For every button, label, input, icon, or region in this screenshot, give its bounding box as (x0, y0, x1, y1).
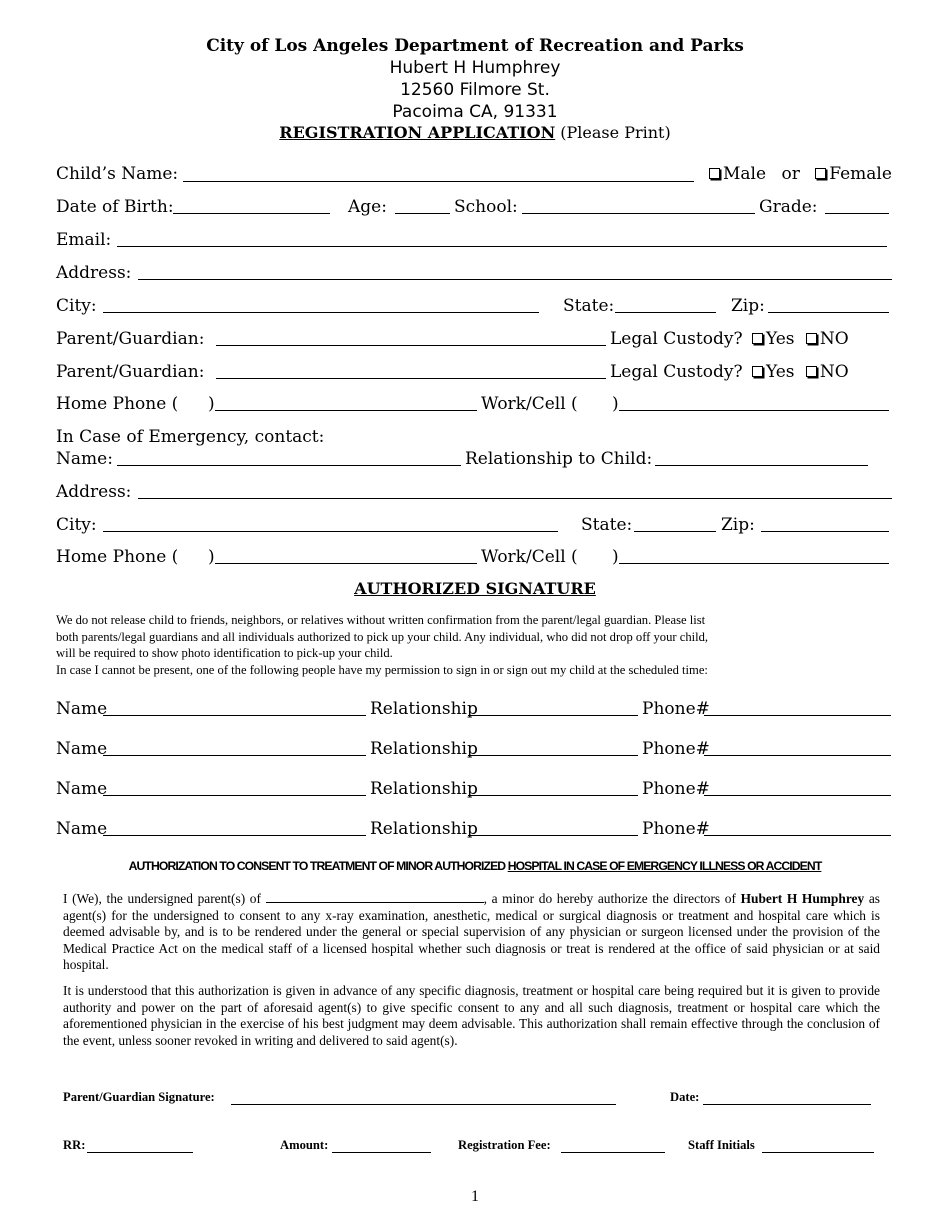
school-field[interactable] (522, 213, 755, 214)
emergency-relationship-label: Relationship to Child: (465, 449, 653, 469)
custody-no-checkbox[interactable] (806, 366, 817, 377)
home-phone-label: Home Phone ( (56, 394, 179, 414)
pickup-phone-field[interactable] (704, 755, 891, 756)
pickup-name-label: Name (56, 739, 108, 759)
rr-label: RR: (63, 1138, 86, 1152)
child-name-label: Child’s Name: (56, 164, 179, 184)
work-cell-label: Work/Cell ( (481, 394, 578, 414)
pickup-relationship-field[interactable] (468, 715, 638, 716)
emergency-home-phone-paren: ) (208, 547, 215, 567)
authorized-text-line-2: both parents/legal guardians and all individuals authorized to pick up your child. Any individual, who did not drop off your child, (56, 630, 709, 644)
parent-signature-label: Parent/Guardian Signature: (63, 1090, 215, 1104)
rr-field[interactable] (87, 1152, 193, 1153)
consent-p1-mid: , a minor do hereby authorize the directors of (483, 891, 736, 906)
custody-label: Legal Custody? (610, 362, 743, 382)
pickup-relationship-label: Relationship (370, 819, 478, 839)
yes-label: Yes (765, 329, 795, 349)
female-label: Female (829, 164, 892, 184)
pickup-name-field[interactable] (103, 835, 366, 836)
emergency-home-phone-field[interactable] (215, 563, 477, 564)
pickup-relationship-label: Relationship (370, 699, 478, 719)
no-label: NO (819, 329, 849, 349)
consent-p1-start: I (We), the undersigned parent(s) of (63, 891, 261, 906)
form-title-line (0, 123, 950, 142)
emergency-state-field[interactable] (634, 531, 716, 532)
parent-signature-field[interactable] (231, 1104, 616, 1105)
pickup-phone-label: Phone# (642, 819, 710, 839)
pickup-phone-label: Phone# (642, 779, 710, 799)
emergency-city-field[interactable] (103, 531, 558, 532)
no-label: NO (819, 362, 849, 382)
facility-name: Hubert H Humphrey (389, 58, 561, 78)
registration-fee-label: Registration Fee: (458, 1138, 551, 1152)
pickup-name-label: Name (56, 819, 108, 839)
emergency-zip-field[interactable] (761, 531, 889, 532)
pickup-phone-label: Phone# (642, 739, 710, 759)
guardian2-custody (610, 362, 849, 382)
pickup-name-field[interactable] (103, 715, 366, 716)
authorized-signature-title: AUTHORIZED SIGNATURE (354, 579, 596, 598)
department-title: City of Los Angeles Department of Recreation and Parks (206, 36, 744, 56)
staff-initials-label: Staff Initials (688, 1138, 755, 1152)
guardian1-custody (610, 329, 849, 349)
email-field[interactable] (117, 246, 887, 247)
male-label: Male (723, 164, 767, 184)
address-label: Address: (56, 263, 132, 283)
consent-p1-facility: Hubert H Humphrey (740, 891, 865, 906)
authorized-text-line-3: will be required to show photo identification to pick-up your child. (56, 646, 393, 660)
staff-initials-field[interactable] (762, 1152, 874, 1153)
pickup-relationship-field[interactable] (468, 755, 638, 756)
address-field[interactable] (138, 279, 892, 280)
consent-title (0, 859, 950, 873)
form-note: (Please Print) (560, 123, 671, 142)
minor-name-field[interactable] (266, 891, 484, 903)
pickup-relationship-field[interactable] (468, 795, 638, 796)
pickup-name-field[interactable] (103, 755, 366, 756)
emergency-work-cell-field[interactable] (619, 563, 889, 564)
emergency-work-cell-paren: ) (612, 547, 619, 567)
form-title: REGISTRATION APPLICATION (279, 123, 556, 142)
guardian2-field[interactable] (216, 378, 606, 379)
emergency-home-phone-label: Home Phone ( (56, 547, 179, 567)
consent-title-a: AUTHORIZATION TO CONSENT TO TREATMENT OF MINOR AUTHORIZED (128, 859, 508, 873)
school-label: School: (454, 197, 518, 217)
guardian1-field[interactable] (216, 345, 606, 346)
pickup-phone-field[interactable] (704, 835, 891, 836)
emergency-state-label: State: (581, 515, 633, 535)
zip-field[interactable] (768, 312, 889, 313)
yes-label: Yes (765, 362, 795, 382)
custody-yes-checkbox[interactable] (752, 366, 763, 377)
pickup-name-label: Name (56, 779, 108, 799)
guardian2-label: Parent/Guardian: (56, 362, 205, 382)
work-cell-paren: ) (612, 394, 619, 414)
pickup-name-label: Name (56, 699, 108, 719)
pickup-name-field[interactable] (103, 795, 366, 796)
emergency-relationship-field[interactable] (655, 465, 868, 466)
or-label: or (781, 164, 800, 184)
pickup-relationship-field[interactable] (468, 835, 638, 836)
custody-yes-checkbox[interactable] (752, 333, 763, 344)
email-label: Email: (56, 230, 112, 250)
consent-p1-rest: as agent(s) for the undersigned to consent to any x-ray examination, anesthetic, medical or surgical diagnosis or treatment and hospital care which is deemed advisable by, and is to be rendered under the general or special supervision of any physician or surgeon licensed under the provision of the Medical Practice Act on the medical staff of a licensed hospital whether such diagnosis or treat is rendered at the office of said physician or at said hospital. (63, 891, 880, 972)
pickup-relationship-label: Relationship (370, 739, 478, 759)
zip-label: Zip: (731, 296, 765, 316)
sex-options (709, 164, 892, 184)
pickup-phone-field[interactable] (704, 795, 891, 796)
signature-date-field[interactable] (703, 1104, 871, 1105)
child-name-field[interactable] (183, 181, 694, 182)
work-cell-field[interactable] (619, 410, 889, 411)
registration-fee-field[interactable] (561, 1152, 665, 1153)
city-field[interactable] (103, 312, 539, 313)
emergency-name-label: Name: (56, 449, 113, 469)
consent-paragraph-1 (63, 891, 880, 974)
authorized-text-line-1: We do not release child to friends, neighbors, or relatives without written confirmation from the parent/legal guardian. Please list (56, 613, 706, 627)
consent-title-b: HOSPITAL IN CASE OF EMERGENCY ILLNESS OR ACCIDENT (507, 859, 822, 873)
page-number: 1 (471, 1188, 479, 1205)
emergency-name-field[interactable] (117, 465, 461, 466)
consent-paragraph-2: It is understood that this authorization is given in advance of any specific diagnosis, treatment or hospital care being required but it is given to provide authority and power on the part of aforesaid agent(s) to give specific consent to any and all such diagnosis, treatment or hospital care which the aforementioned physician in the exercise of his best judgment may deem advisable. This authorization shall remain effective through the conclusion of the event, unless sooner revoked in writing and delivered to said agent(s). (63, 983, 880, 1048)
amount-field[interactable] (332, 1152, 431, 1153)
state-label: State: (563, 296, 615, 316)
emergency-address-field[interactable] (138, 498, 892, 499)
city-label: City: (56, 296, 97, 316)
emergency-heading: In Case of Emergency, contact: (56, 427, 325, 447)
pickup-phone-field[interactable] (704, 715, 891, 716)
male-checkbox[interactable] (709, 168, 720, 179)
pickup-phone-label: Phone# (642, 699, 710, 719)
home-phone-field[interactable] (215, 410, 477, 411)
emergency-zip-label: Zip: (721, 515, 755, 535)
dob-field[interactable] (173, 213, 330, 214)
facility-city: Pacoima CA, 91331 (392, 102, 558, 122)
state-field[interactable] (615, 312, 716, 313)
grade-label: Grade: (759, 197, 818, 217)
signature-date-label: Date: (670, 1090, 700, 1104)
authorized-text-line-4: In case I cannot be present, one of the following people have my permission to sign in or sign out my child at the scheduled time: (56, 663, 708, 677)
home-phone-paren: ) (208, 394, 215, 414)
facility-street: 12560 Filmore St. (400, 80, 550, 100)
age-label: Age: (348, 197, 387, 217)
emergency-address-label: Address: (56, 482, 132, 502)
custody-no-checkbox[interactable] (806, 333, 817, 344)
custody-label: Legal Custody? (610, 329, 743, 349)
pickup-relationship-label: Relationship (370, 779, 478, 799)
amount-label: Amount: (280, 1138, 329, 1152)
emergency-work-cell-label: Work/Cell ( (481, 547, 578, 567)
dob-label: Date of Birth: (56, 197, 174, 217)
guardian1-label: Parent/Guardian: (56, 329, 205, 349)
age-field[interactable] (395, 213, 450, 214)
female-checkbox[interactable] (815, 168, 826, 179)
grade-field[interactable] (825, 213, 889, 214)
emergency-city-label: City: (56, 515, 97, 535)
